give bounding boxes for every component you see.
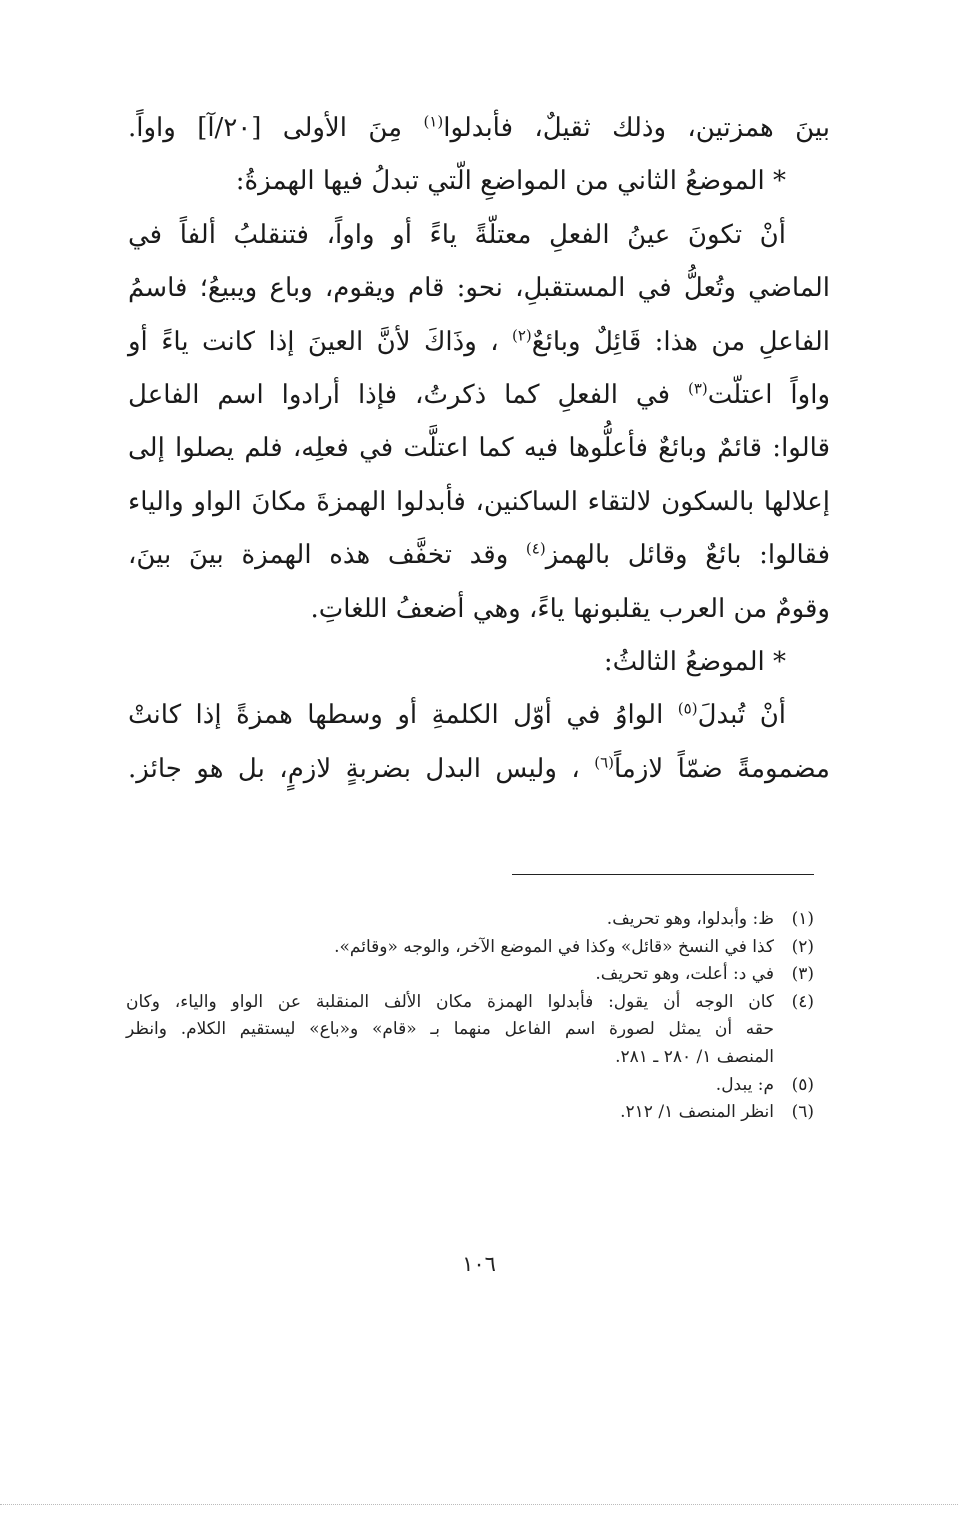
footnote-text	[126, 1099, 774, 1127]
footnote-line: المنصف ١/ ٢٨٠ ـ ٢٨١.	[615, 1046, 774, 1067]
footnote-number: (٤)	[791, 991, 814, 1012]
text-segment: الفاعلِ من هذا: قَائِلٌ وبائعٌ	[531, 326, 830, 357]
footnotes	[126, 906, 814, 1127]
footnote-line: ظ: وأبدلوا، وهو تحريف.	[606, 909, 774, 929]
text-segment: مضمومةً ضمّاً لازماً	[613, 753, 830, 784]
text-line-13	[128, 743, 830, 796]
footnote-ref-5[interactable]: (٥)	[677, 699, 698, 718]
footnote-line: م: يبدل.	[715, 1074, 774, 1095]
footnote-ref-4[interactable]: (٤)	[525, 539, 546, 558]
footnote-number: (٦)	[791, 1102, 814, 1123]
text-line-9	[128, 529, 830, 582]
footnote-number: (١)	[791, 909, 814, 929]
text-segment: في الفعلِ كما ذكرتُ، فإذا أرادوا اسم الفاعل	[128, 379, 688, 410]
text-segment: أنْ تُبدلَ	[697, 700, 787, 731]
footnote-text	[126, 906, 774, 934]
text-segment: الواوُ في أوّل الكلمةِ أو وسطها همزةً إذا كانتْ	[128, 700, 678, 731]
text-line-6	[128, 369, 830, 422]
text-segment: فقالوا: بائعٌ وقائل بالهمز	[545, 540, 830, 571]
footnote-3	[126, 961, 814, 989]
footnote-number: (٢)	[791, 936, 814, 957]
section-heading-third: * الموضعُ الثالثُ:	[603, 646, 786, 677]
footnote-text	[126, 989, 774, 1072]
text-line-10: وقومٌ من العرب يقلبونها ياءً، وهي أضعفُ اللغاتِ.	[310, 593, 830, 624]
footnote-text	[126, 961, 774, 989]
footnote-ref-1[interactable]: (١)	[423, 112, 444, 131]
footnote-1	[126, 906, 814, 934]
footnote-6	[126, 1099, 814, 1127]
text-segment: بينَ همزتين، وذلك ثقيلٌ، فأبدلوا	[443, 113, 831, 143]
footnote-line: حقه أن يمثل لصورة اسم الفاعل منهما بـ «قام» و«باع» ليستقيم الكلام. وانظر	[126, 1019, 774, 1040]
text-segment: وقد تخفَّف هذه الهمزة بينَ بينَ،	[128, 540, 526, 571]
footnote-number: (٣)	[791, 964, 814, 985]
text-segment: ، وذَاكَ لأنَّ العينَ إذا كانت ياءً أو	[128, 326, 512, 357]
main-text	[128, 102, 830, 796]
footnote-line: كان الوجه أن يقول: فأبدلوا الهمزة مكان الألف المنقلبة عن الواو والياء، وكان	[126, 991, 774, 1012]
text-line-7: قالوا: قائمٌ وبائعٌ فأعلُّوها فيه كما اعتلَّت في فعلِه، فلم يصلوا إلى	[128, 433, 830, 464]
footnote-5	[126, 1072, 814, 1100]
footnote-ref-3[interactable]: (٣)	[687, 379, 708, 398]
text-line-3: أنْ تكونَ عينُ الفعلِ معتلّةً ياءً أو واواً، فتنقلبُ ألفاً في	[128, 219, 786, 250]
footnote-2	[126, 934, 814, 962]
text-line-5	[128, 316, 830, 369]
text-line-1	[128, 102, 830, 155]
text-segment: واواً اعتلّت	[707, 379, 830, 410]
text-segment: ، وليس البدل بضربةٍ لازمٍ، بل هو جائز.	[128, 753, 595, 784]
text-line-12	[128, 689, 830, 742]
text-segment: مِنَ الأولى [٢٠/آ] واواً.	[128, 113, 424, 143]
footnote-ref-2[interactable]: (٢)	[512, 325, 532, 344]
footnote-separator	[512, 874, 814, 875]
section-heading-second: * الموضعُ الثاني من المواضعِ الّتي تبدلُ فيها الهمزةُ:	[235, 166, 786, 197]
footnote-ref-6[interactable]: (٦)	[594, 753, 614, 772]
text-line-4: الماضي وتُعلُّ في المستقبلِ، نحو: قام ويقوم، وباع ويبيعُ؛ فاسمُ	[128, 273, 830, 304]
footnote-line: كذا في النسخ «قائل» وكذا في الموضع الآخر، والوجه «وقائم».	[334, 936, 774, 957]
footnote-line: انظر المنصف ١/ ٢١٢.	[620, 1102, 774, 1123]
page-number: ١٠٦	[462, 1252, 496, 1276]
scan-edge-line	[0, 1504, 958, 1505]
footnote-text	[126, 934, 774, 962]
text-line-8: إعلالها بالسكون لالتقاء الساكنين، فأبدلوا الهمزةَ مكانَ الواو والياء	[128, 486, 830, 517]
footnote-line: في د: أعلت، وهو تحريف.	[595, 964, 774, 985]
footnote-4	[126, 989, 814, 1072]
footnote-number: (٥)	[791, 1074, 814, 1095]
footnote-text	[126, 1072, 774, 1100]
